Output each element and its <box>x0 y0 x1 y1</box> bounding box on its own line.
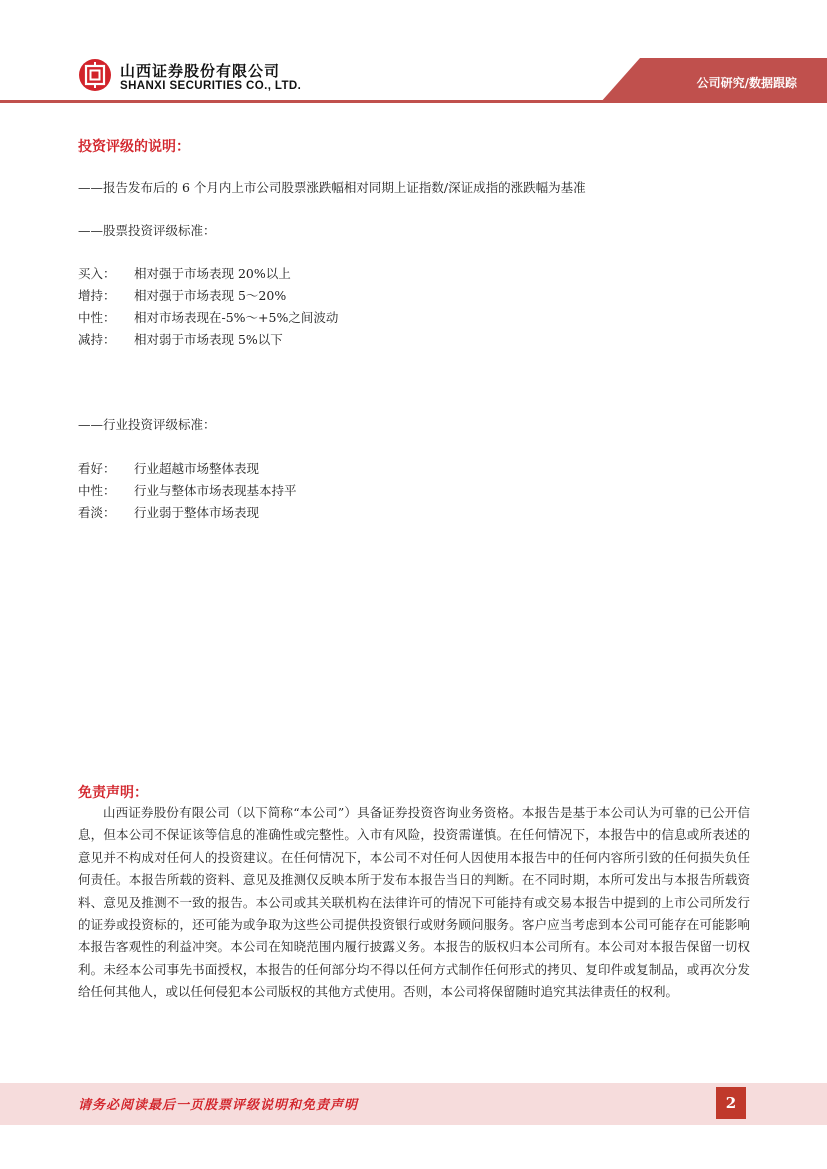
page-number: 2 <box>716 1087 746 1119</box>
company-name-en: SHANXI SECURITIES CO., LTD. <box>120 80 302 92</box>
company-name-cn: 山西证券股份有限公司 <box>120 62 281 80</box>
stock-rating-row <box>78 286 286 304</box>
rating-desc: 行业超越市场整体表现 <box>134 461 260 476</box>
disclaimer-title: 免责声明： <box>78 785 148 801</box>
rating-term: 看好： <box>78 461 116 476</box>
rating-term: 增持： <box>78 288 116 303</box>
stock-rating-row <box>78 308 338 326</box>
rating-basis-text: ——报告发布后的 6 个月内上市公司股票涨跌幅相对同期上证指数/深证成指的涨跌幅为基准 <box>78 180 586 195</box>
rating-term: 中性： <box>78 310 116 325</box>
stock-rating-heading: ——股票投资评级标准： <box>78 223 216 238</box>
rating-section-title: 投资评级的说明： <box>78 139 190 155</box>
rating-desc: 相对市场表现在-5%～+5%之间波动 <box>134 310 339 325</box>
industry-rating-heading: ——行业投资评级标准： <box>78 417 216 432</box>
industry-rating-row <box>78 459 259 477</box>
stock-rating-row <box>78 330 283 348</box>
rating-term: 买入： <box>78 266 116 281</box>
stock-rating-row <box>78 264 291 282</box>
disclaimer-body: 山西证券股份有限公司（以下简称“本公司”）具备证券投资咨询业务资格。本报告是基于本公司认为可靠的已公开信息，但本公司不保证该等信息的准确性或完整性。入市有风险，投资需谨慎。在任何情况下，本报告中的信息或所表述的意见并不构成对任何人的投资建议。在任何情况下，本公司不对任何人因使用本报告中的任何内容所引致的任何损失负任何责任。本报告所载的资料、意见及推测仅反映本所于发布本报告当日的判断。在不同时期，本所可发出与本报告所载资料、意见及推测不一致的报告。本公司或其关联机构在法律许可的情况下可能持有或交易本报告中提到的上市公司所发行的证券或投资标的，还可能为或争取为这些公司提供投资银行或财务顾问服务。客户应当考虑到本公司可能存在可能影响本报告客观性的利益冲突。本公司在知晓范围内履行披露义务。本报告的版权归本公司所有。本公司对本报告保留一切权利。未经本公司事先书面授权，本报告的任何部分均不得以任何方式制作任何形式的拷贝、复印件或复制品，或再次分发给任何其他人，或以任何侵犯本公司版权的其他方式使用。否则，本公司将保留随时追究其法律责任的权利。 <box>78 805 750 1000</box>
rating-desc: 行业弱于整体市场表现 <box>134 505 260 520</box>
rating-desc: 行业与整体市场表现基本持平 <box>134 483 297 498</box>
section-tag: 公司研究/数据跟踪 <box>696 76 797 90</box>
footer-notice: 请务必阅读最后一页股票评级说明和免责声明 <box>78 1098 359 1113</box>
page-header <box>0 0 827 105</box>
rating-desc: 相对弱于市场表现 5%以下 <box>134 332 283 347</box>
rating-term: 看淡： <box>78 505 116 520</box>
industry-rating-row <box>78 481 297 499</box>
shanxi-securities-logo-icon <box>78 58 112 92</box>
rating-term: 减持： <box>78 332 116 347</box>
industry-rating-row <box>78 503 259 521</box>
rating-term: 中性： <box>78 483 116 498</box>
rating-desc: 相对强于市场表现 5～20% <box>134 288 287 303</box>
rating-desc: 相对强于市场表现 20%以上 <box>134 266 291 281</box>
